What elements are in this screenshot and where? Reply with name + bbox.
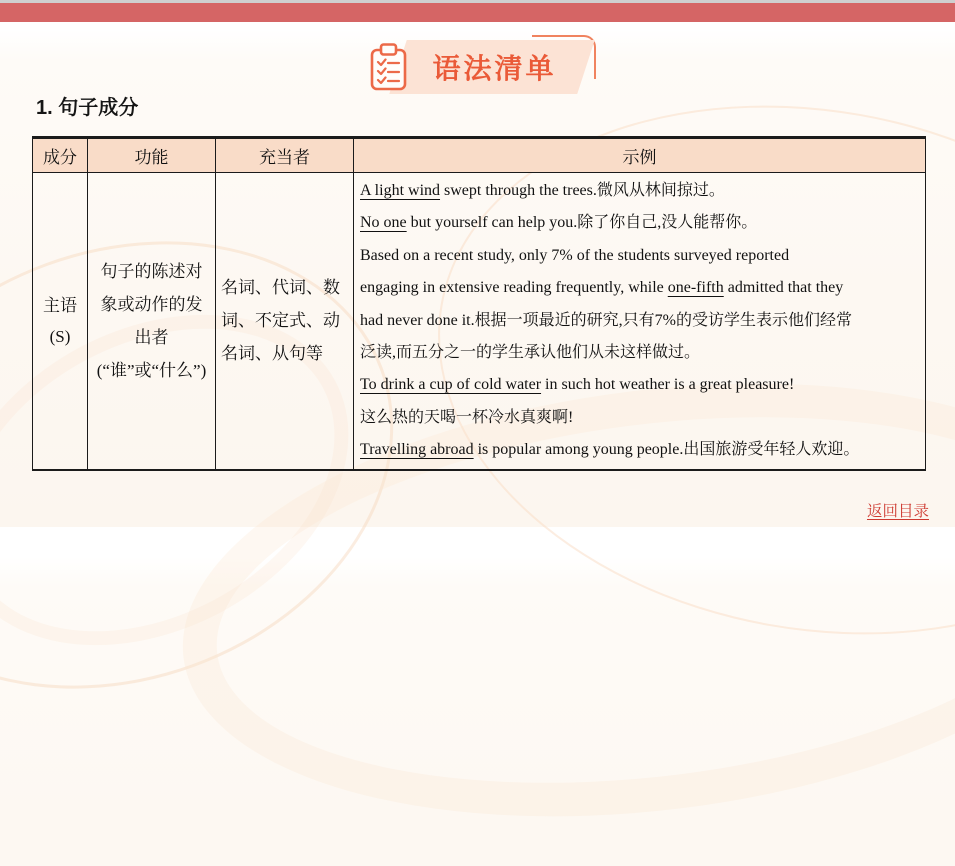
grammar-badge [0, 40, 955, 94]
example-line [360, 305, 919, 337]
underlined-subject: one-fifth [667, 279, 724, 297]
example-line [360, 369, 919, 401]
back-to-contents-link[interactable]: 返回目录 [866, 503, 929, 520]
clipboard-icon [368, 42, 410, 92]
components-table [32, 136, 926, 471]
examples-cell [354, 173, 926, 470]
section-title: 1. 句子成分 [36, 97, 139, 119]
underlined-subject: Travelling abroad [360, 441, 474, 459]
column-header-component: 成分 [33, 138, 88, 173]
column-header-examples: 示例 [354, 138, 926, 173]
example-text: 泛读,而五分之一的学生承认他们从未这样做过。 [360, 344, 701, 362]
column-header-filler: 充当者 [216, 138, 354, 173]
example-line [360, 337, 919, 369]
example-text: is popular among young people.出国旅游受年轻人欢迎。 [473, 441, 860, 459]
underlined-subject: A light wind [360, 182, 441, 199]
badge-title: 语法清单 [432, 53, 557, 84]
example-text: 这么热的天喝一杯冷水真爽啊! [360, 408, 574, 426]
component-name: 主语 [43, 295, 77, 315]
example-text: engaging in extensive reading frequently, while [360, 279, 668, 297]
badge-plate [398, 40, 586, 94]
example-line [360, 240, 919, 272]
example-line [360, 175, 919, 207]
column-header-function: 功能 [88, 138, 216, 173]
table-row [33, 173, 926, 470]
underlined-subject: No one [360, 214, 407, 232]
filler-cell: 名词、代词、数词、不定式、动名词、从句等 [216, 173, 354, 470]
example-line [360, 402, 919, 434]
component-cell [33, 173, 88, 470]
example-text: but yourself can help you.除了你自己,没人能帮你。 [406, 214, 758, 232]
example-line [360, 434, 919, 466]
example-text: swept through the trees.微风从林间掠过。 [440, 182, 725, 199]
example-text: admitted that they [723, 279, 844, 297]
example-line [360, 272, 919, 304]
component-abbr: (S) [49, 326, 71, 346]
example-text: Based on a recent study, only 7% of the students surveyed reported [360, 246, 790, 264]
example-text: in such hot weather is a great pleasure! [541, 376, 795, 394]
underlined-subject: To drink a cup of cold water [360, 376, 542, 394]
example-line [360, 207, 919, 239]
example-text: had never done it.根据一项最近的研究,只有7%的受访学生表示他们经常 [360, 311, 852, 329]
table-header-row [33, 138, 926, 173]
function-cell: 句子的陈述对象或动作的发出者(“谁”或“什么”) [88, 173, 216, 470]
slide-top-bar [0, 3, 955, 22]
